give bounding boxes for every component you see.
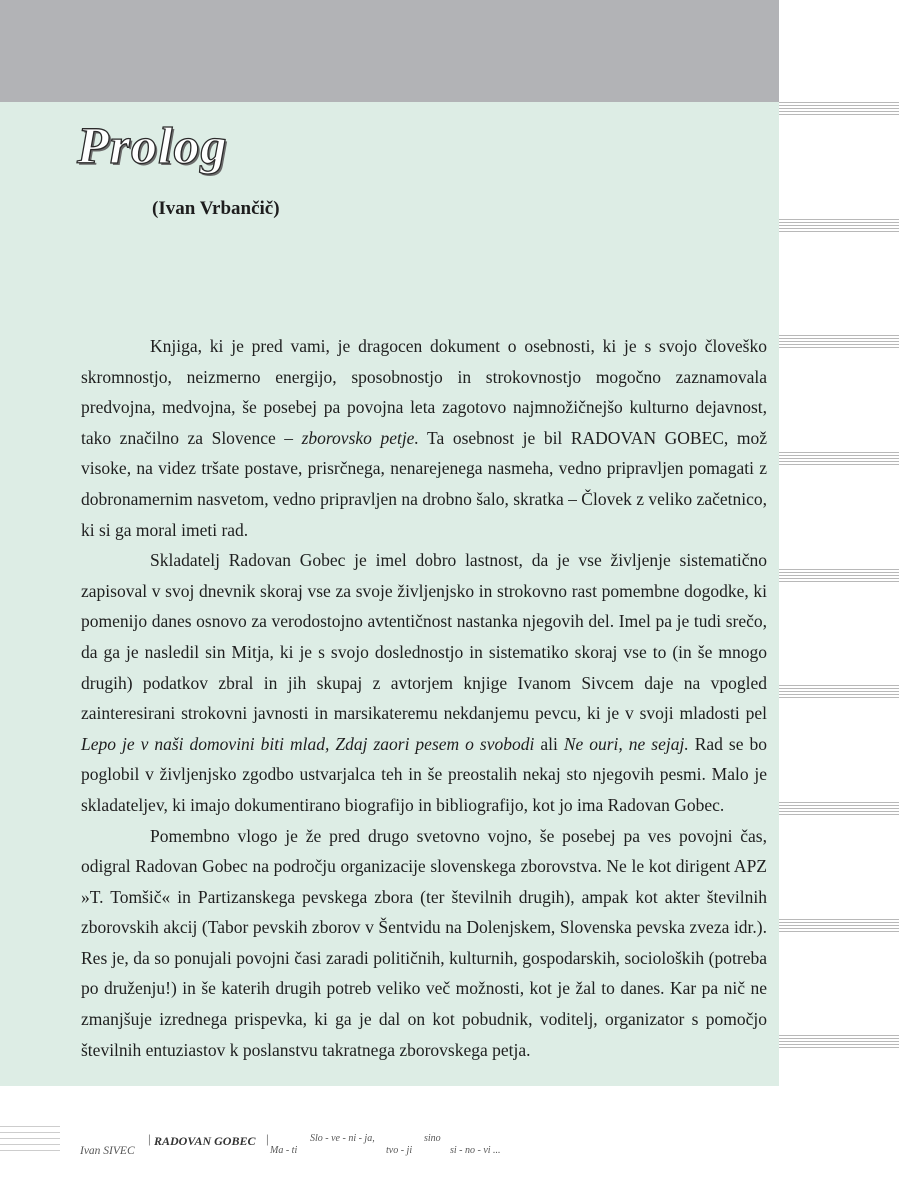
footer-lyric: Ma - ti — [270, 1145, 298, 1156]
staff-lines-decoration — [779, 685, 899, 698]
text-run: ali — [534, 733, 564, 754]
page-title: Prolog — [77, 118, 228, 175]
footer-separator: | — [266, 1131, 269, 1146]
italic-run: Lepo je v naši domovini biti mlad, Zdaj zaori pesem o svobodi — [81, 733, 535, 754]
top-grey-band — [0, 0, 779, 102]
footer-lyric: sino — [424, 1133, 441, 1144]
staff-lines-decoration — [779, 335, 899, 348]
staff-lines-decoration — [779, 452, 899, 465]
paragraph — [81, 821, 767, 1066]
footer-book-title: RADOVAN GOBEC — [154, 1134, 256, 1148]
text-run: Ta osebnost je bil RADOVAN GOBEC, mož visoke, na videz tršate postave, prisrčnega, nenarejenega nasmeha, vedno pripravljen pomagati z dobronamernim nasvetom, vedno pripravljen na drobno šalo, skratka – Človek z veliko začetnico, ki si ga moral imeti rad. — [81, 427, 767, 540]
staff-lines-decoration — [779, 802, 899, 815]
page-footer — [80, 1132, 720, 1172]
footer-lyric: si - no - vi ... — [450, 1145, 501, 1156]
footer-lyric: Slo - ve - ni - ja, — [310, 1133, 375, 1144]
footer-staff-lines — [0, 1126, 60, 1154]
paragraph — [81, 331, 767, 545]
text-run: Skladatelj Radovan Gobec je imel dobro lastnost, da je vse življenje sistematično zapisoval v svoj dnevnik skoraj vse za svoje življenjsko in strokovno rast pomembne dogodke, ki pomenijo danes osnovo za verodostojno avtentičnost nastanka njegovih del. Imel pa je tudi srečo, da ga je nasledil sin Mitja, ki je s svojo doslednostjo in sistematiko skoraj vse to (in še mnogo drugih) podatkov zbral in jih skupaj z avtorjem knjige Ivanom Sivcem daje na vpogled zainteresirani strokovni javnosti in marsikateremu nekdanjemu pevcu, ki je v svoji mladosti pel — [81, 550, 767, 724]
italic-run: zborovsko petje. — [301, 427, 419, 448]
staff-lines-decoration — [779, 102, 899, 115]
staff-lines-decoration — [779, 569, 899, 582]
article-body — [81, 331, 767, 1065]
staff-lines-decoration — [779, 1035, 899, 1048]
text-run: Knjiga, ki je pred vami, je dragocen dokument o osebnosti, ki je s svojo človeško skromnostjo, neizmerno energijo, sposobnostjo in strokovnostjo mogočno zaznamovala predvojna, medvojna, še posebej pa povojna leta zagotovo najmnožičnejšo kulturno dejavnost, tako značilno za Slovence – — [81, 336, 767, 448]
text-run: Rad se bo poglobil v življenjsko zgodbo ustvarjalca teh in še preostalih nekaj sto njegovih pesmi. Malo je skladateljev, ki imajo dokumentirano biografijo in bibliografijo, kot jo ima Radovan Gobec. — [81, 733, 767, 815]
text-run: Pomembno vlogo je že pred drugo svetovno vojno, še posebej pa ves povojni čas, odigral Radovan Gobec na področju organizacije slovenskega zborovstva. Ne le kot dirigent APZ »T. Tomšič« in Partizanskega pevskega zbora (ter številnih drugih), ampak kot akter številnih zborovskih akcij (Tabor pevskih zborov v Šentvidu na Dolenjskem, Slovenska pevska zveza idr.). Res je, da so ponujali povojni časi zaradi političnih, kulturnih, gospodarskih, socioloških (potreba po druženju!) in še katerih drugih potreb veliko več možnosti, kot je žal to danes. Kar pa nič ne zmanjšuje izrednega prispevka, ki ga je dal on kot pobudnik, voditelj, organizator s pomočjo številnih entuziastov k poslanstvu takratnega zborovskega petja. — [81, 825, 767, 1060]
footer-author: Ivan SIVEC — [80, 1145, 135, 1157]
footer-separator: | — [148, 1131, 151, 1146]
staff-lines-decoration — [779, 919, 899, 932]
footer-lyric: tvo - ji — [386, 1145, 413, 1156]
paragraph — [81, 545, 767, 820]
article-author: (Ivan Vrbančič) — [152, 198, 280, 219]
italic-run: Ne ouri, ne sejaj. — [563, 733, 689, 754]
staff-lines-decoration — [779, 219, 899, 232]
